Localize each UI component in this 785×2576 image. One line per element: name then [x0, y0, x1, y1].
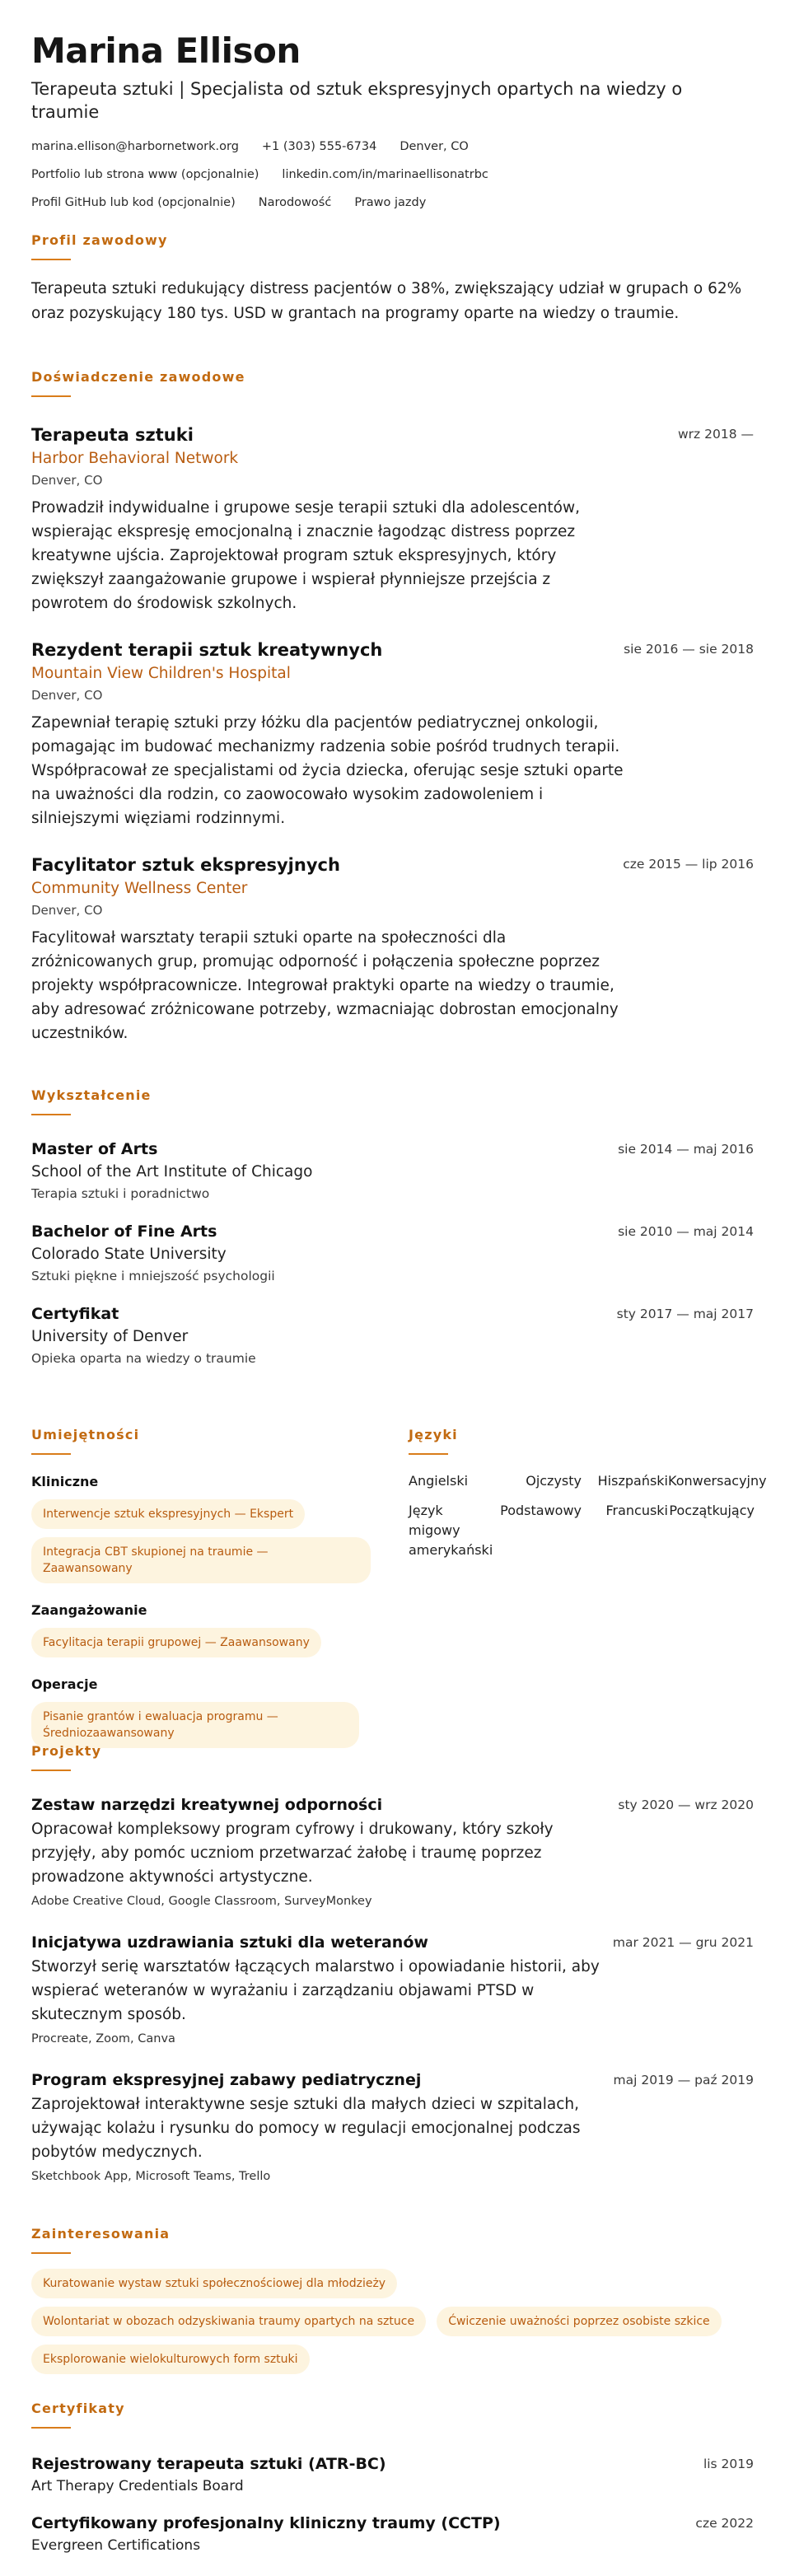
- certification-name: Rejestrowany terapeuta sztuki (ATR-BC): [31, 2455, 386, 2473]
- contact-github[interactable]: Profil GitHub lub kod (opcjonalnie): [31, 196, 236, 209]
- project-title: Inicjatywa uzdrawiania sztuki dla weteranów: [31, 1933, 428, 1952]
- summary-section: [31, 232, 754, 326]
- interest-chip: Eksplorowanie wielokulturowych form sztuki: [31, 2345, 310, 2374]
- section-divider: [31, 1770, 71, 1771]
- job-dates: cze 2015 — lip 2016: [623, 857, 754, 872]
- skill-group: [31, 1676, 377, 1748]
- languages-column: [409, 1427, 767, 1570]
- job-organization: Mountain View Children's Hospital: [31, 665, 291, 682]
- resume-header: [31, 30, 754, 222]
- project-entry: [31, 1932, 754, 2048]
- skill-group-name: Zaangażowanie: [31, 1602, 147, 1618]
- school: School of the Art Institute of Chicago: [31, 1163, 313, 1180]
- job-dates: sie 2016 — sie 2018: [624, 642, 754, 657]
- job-list: [31, 423, 754, 1045]
- school: University of Denver: [31, 1328, 189, 1345]
- certification-date: cze 2022: [695, 2516, 754, 2531]
- degree: Bachelor of Fine Arts: [31, 1223, 217, 1241]
- skill-chip: Pisanie grantów i ewaluacja programu — Średniozaawansowany: [31, 1702, 359, 1748]
- job-organization: Harbor Behavioral Network: [31, 450, 239, 467]
- certification-list: [31, 2453, 754, 2555]
- section-title: Profil zawodowy: [31, 232, 168, 248]
- contact-list: [31, 138, 575, 222]
- job-description: Zapewniał terapię sztuki przy łóżku dla pacjentów pediatrycznej onkologii, pomagając im budować mechanizmy radzenia sobie pośród trudnych terapii. Współpracował ze specjalistami od życia dziecka, oferując sesje sztuki oparte na uważności dla rodzin, co zaowocowało wysokim zadowoleniem i silniejszymi więziami rodzinnymi.: [31, 714, 624, 827]
- project-title: Zestaw narzędzi kreatywnej odporności: [31, 1796, 383, 1814]
- education-section: [31, 1087, 754, 1367]
- education-entry: [31, 1221, 754, 1285]
- certification-issuer: Art Therapy Credentials Board: [31, 2478, 244, 2494]
- certifications-section: [31, 2401, 754, 2555]
- section-divider: [31, 1114, 71, 1115]
- job-entry: [31, 423, 754, 615]
- section-divider: [409, 1453, 448, 1455]
- contact-location: Denver, CO: [400, 140, 469, 153]
- certification-issuer: Evergreen Certifications: [31, 2537, 201, 2554]
- project-entry: [31, 2069, 754, 2186]
- job-organization: Community Wellness Center: [31, 880, 248, 897]
- job-dates: wrz 2018 —: [678, 427, 754, 442]
- skills-column: [31, 1427, 377, 1748]
- project-entry: [31, 1794, 754, 1910]
- resume-page: [31, 30, 767, 2554]
- contact-email[interactable]: marina.ellison@harbornetwork.org: [31, 140, 239, 153]
- job-location: Denver, CO: [31, 473, 103, 488]
- project-description: Zaprojektował interaktywne sesje sztuki dla małych dzieci w szpitalach, używając kolażu i rysunku do pomocy w regulacji emocjonalnej podczas pobytów medycznych.: [31, 2096, 581, 2161]
- languages-table: [409, 1471, 767, 1560]
- project-dates: maj 2019 — paź 2019: [613, 2073, 754, 2087]
- education-dates: sty 2017 — maj 2017: [616, 1307, 754, 1321]
- language-name: Hiszpański: [597, 1473, 668, 1489]
- job-location: Denver, CO: [31, 688, 103, 703]
- skill-chip: Integracja CBT skupionej na traumie — Zaawansowany: [31, 1537, 371, 1583]
- language-name: Angielski: [409, 1473, 469, 1489]
- degree: Master of Arts: [31, 1140, 158, 1158]
- language-name: Język migowy amerykański: [409, 1503, 493, 1558]
- language-row: [409, 1471, 767, 1491]
- section-title: Doświadczenie zawodowe: [31, 369, 245, 385]
- job-location: Denver, CO: [31, 903, 103, 918]
- education-entry: [31, 1303, 754, 1367]
- language-row: [409, 1501, 755, 1560]
- summary-text: Terapeuta sztuki redukujący distress pacjentów o 38%, zwiększający udział w grupach o 62% oraz pozyskujący 180 tys. USD w grantach na programy oparte na wiedzy o traumie.: [31, 280, 742, 322]
- projects-section: [31, 1743, 754, 2186]
- job-description: Facylitował warsztaty terapii sztuki oparte na społeczności dla zróżnicowanych grup, promując odporność i połączenia społeczne poprzez projekty współpracownicze. Integrował praktyki oparte na wiedzy o traumie, aby adresować zróżnicowane potrzeby, wzmacniając dobrostan emocjonalny uczestników.: [31, 929, 619, 1042]
- contact-phone[interactable]: +1 (303) 555-6734: [261, 140, 377, 153]
- interest-chip: Ćwiczenie uważności poprzez osobiste szkice: [437, 2307, 721, 2336]
- job-entry: [31, 853, 754, 1045]
- education-entry: [31, 1138, 754, 1203]
- section-divider: [31, 1453, 71, 1455]
- interest-chip: Wolontariat w obozach odzyskiwania traumy opartych na sztuce: [31, 2307, 426, 2336]
- project-tools: Procreate, Zoom, Canva: [31, 2032, 175, 2045]
- field-of-study: Sztuki piękne i mniejszość psychologii: [31, 1269, 275, 1283]
- language-level: Ojczysty: [526, 1473, 582, 1489]
- skill-chip: Interwencje sztuk ekspresyjnych — Ekspert: [31, 1499, 305, 1529]
- certification-entry: [31, 2453, 754, 2496]
- section-divider: [31, 259, 71, 260]
- interest-list: [31, 2260, 754, 2374]
- contact-linkedin[interactable]: linkedin.com/in/marinaellisonatrbc: [282, 168, 488, 181]
- language-name: Francuski: [605, 1503, 668, 1518]
- section-title: Certyfikaty: [31, 2401, 125, 2416]
- field-of-study: Terapia sztuki i poradnictwo: [31, 1186, 210, 1201]
- certification-name: Certyfikowany profesjonalny kliniczny traumy (CCTP): [31, 2514, 501, 2532]
- project-description: Opracował kompleksowy program cyfrowy i drukowany, który szkoły przyjęły, aby pomóc uczniom przetwarzać żałobę i traumę poprzez prowadzone aktywności artystyczne.: [31, 1821, 554, 1886]
- section-title: Projekty: [31, 1743, 102, 1759]
- contact-portfolio[interactable]: Portfolio lub strona www (opcjonalnie): [31, 168, 259, 181]
- job-title: Terapeuta sztuki: [31, 425, 194, 445]
- project-description: Stworzył serię warsztatów łączących malarstwo i opowiadanie historii, aby wspierać weteranów w wyrażaniu i zarządzaniu objawami PTSD w skutecznym sposób.: [31, 1958, 600, 2023]
- job-description: Prowadził indywidualne i grupowe sesje terapii sztuki dla adolescentów, wspierając ekspresję emocjonalną i znacznie łagodząc distress poprzez kreatywne ujścia. Zaprojektował program sztuk ekspresyjnych, który zwiększył zaangażowanie grupowe i wspierał płynniejsze przejścia z powrotem do środowisk szkolnych.: [31, 499, 580, 612]
- experience-section: [31, 369, 754, 1045]
- school: Colorado State University: [31, 1246, 227, 1263]
- headline: Terapeuta sztuki | Specjalista od sztuk ekspresyjnych opartych na wiedzy o traumie: [31, 79, 683, 122]
- skill-chip: Facylitacja terapii grupowej — Zaawansowany: [31, 1628, 321, 1657]
- section-title: Zainteresowania: [31, 2226, 171, 2242]
- education-dates: sie 2014 — maj 2016: [618, 1142, 754, 1157]
- skill-group: [31, 1473, 377, 1583]
- section-divider: [31, 395, 71, 397]
- language-level: Konwersacyjny: [668, 1473, 767, 1489]
- education-list: [31, 1138, 754, 1367]
- section-title: Wykształcenie: [31, 1087, 152, 1103]
- project-tools: Sketchbook App, Microsoft Teams, Trello: [31, 2170, 271, 2183]
- job-entry: [31, 638, 754, 830]
- skill-group-name: Operacje: [31, 1676, 98, 1692]
- certification-date: lis 2019: [703, 2457, 754, 2471]
- job-title: Rezydent terapii sztuk kreatywnych: [31, 640, 383, 660]
- interest-chip: Kuratowanie wystaw sztuki społecznościowej dla młodzieży: [31, 2269, 397, 2298]
- job-title: Facylitator sztuk ekspresyjnych: [31, 855, 340, 875]
- section-divider: [31, 2427, 71, 2429]
- interests-section: [31, 2226, 754, 2374]
- skills-languages-section: [31, 1427, 767, 1740]
- skill-group: [31, 1601, 377, 1657]
- skill-group-name: Kliniczne: [31, 1474, 99, 1489]
- certification-entry: [31, 2513, 754, 2555]
- project-title: Program ekspresyjnej zabawy pediatrycznej: [31, 2071, 422, 2089]
- section-title: Umiejętności: [31, 1427, 140, 1442]
- project-list: [31, 1794, 754, 2186]
- project-dates: sty 2020 — wrz 2020: [618, 1798, 754, 1812]
- section-title: Języki: [409, 1427, 458, 1442]
- education-dates: sie 2010 — maj 2014: [618, 1224, 754, 1239]
- language-level: Podstawowy: [500, 1503, 582, 1518]
- language-level: Początkujący: [669, 1503, 755, 1518]
- project-dates: mar 2021 — gru 2021: [612, 1935, 754, 1950]
- contact-driving-license: Prawo jazdy: [354, 196, 427, 209]
- field-of-study: Opieka oparta na wiedzy o traumie: [31, 1351, 256, 1366]
- contact-nationality: Narodowość: [258, 196, 332, 209]
- candidate-name: Marina Ellison: [31, 30, 301, 71]
- section-divider: [31, 2252, 71, 2254]
- degree: Certyfikat: [31, 1305, 119, 1323]
- project-tools: Adobe Creative Cloud, Google Classroom, SurveyMonkey: [31, 1895, 372, 1908]
